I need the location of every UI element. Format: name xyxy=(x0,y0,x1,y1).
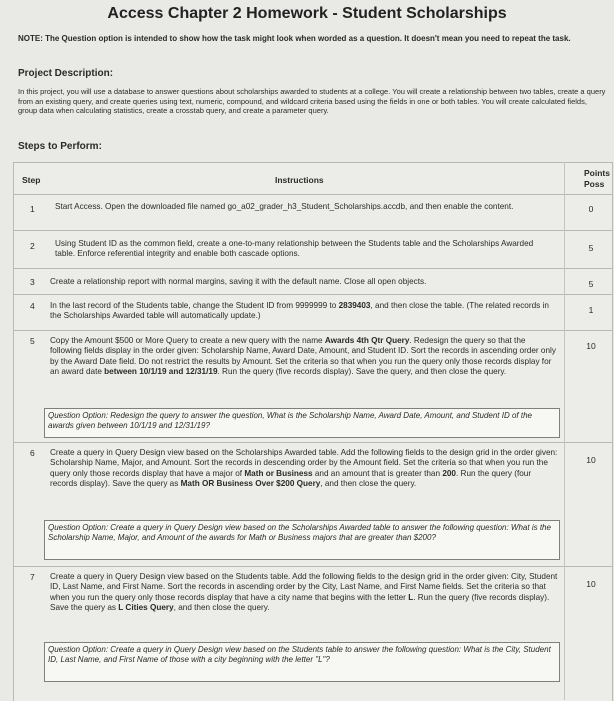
step-instructions: Using Student ID as the common field, create a one-to-many relationship between the Students table and the Scholarships Awarded table. Enforce referential integrity and enable both cascade options. xyxy=(55,239,534,259)
question-option-box: Question Option: Create a query in Query Design view based on the Scholarships Awarded table to answer the following question: What is the Scholarship Name, Major, and Amount of the awards for Math or Business majors that are greater than $200? xyxy=(44,520,560,560)
table-rule xyxy=(13,330,612,331)
step-number: 6 xyxy=(30,448,35,458)
step-instructions: In the last record of the Students table, change the Student ID from 9999999 to 2839403, and then close the table. (The related records in the Scholarships Awarded table will automatically update.) xyxy=(50,301,549,321)
step-number: 7 xyxy=(30,572,35,582)
step-points: 1 xyxy=(588,305,594,315)
table-rule xyxy=(13,268,612,269)
step-points: 0 xyxy=(588,204,594,214)
step-instructions: Create a relationship report with normal margins, saving it with the default name. Close all open objects. xyxy=(50,277,427,286)
step-points: 10 xyxy=(586,455,596,465)
step-points: 5 xyxy=(588,243,594,253)
page-title: Access Chapter 2 Homework - Student Scholarships xyxy=(107,5,507,22)
points-column-divider xyxy=(564,162,565,700)
table-rule xyxy=(13,194,612,195)
step-instructions: Copy the Amount $500 or More Query to create a new query with the name Awards 4th Qtr Query. Redesign the query so that the following fields display in the order given: Scholarship Name, Award Date, Amount, and Student ID. Sort the records in ascending order only by the Award Date field. Do not restrict the results by Amount. Set the criteria so that when you run the query only those records display for an award date between 10/1/19 and 12/31/19. Run the query (five records display). Save the query, and then close the query. xyxy=(50,336,556,377)
step-number: 4 xyxy=(30,301,35,311)
project-heading: Project Description: xyxy=(18,68,114,79)
step-number: 1 xyxy=(30,204,35,214)
table-rule xyxy=(13,566,612,567)
step-instructions: Start Access. Open the downloaded file named go_a02_grader_h3_Student_Scholarships.accdb, and then enable the content. xyxy=(55,202,514,211)
question-option-box: Question Option: Redesign the query to answer the question, What is the Scholarship Name, Award Date, Amount, and Student ID of the awards given between 10/1/19 and 12/31/19? xyxy=(44,408,560,438)
step-points: 5 xyxy=(588,279,594,289)
step-points: 10 xyxy=(586,579,596,589)
note-text: NOTE: The Question option is intended to show how the task might look when worded as a question. It doesn't mean you need to repeat the task. xyxy=(18,34,571,43)
table-rule xyxy=(13,230,612,231)
col-header-instructions: Instructions xyxy=(275,175,324,185)
step-number: 3 xyxy=(30,277,35,287)
question-option-box: Question Option: Create a query in Query Design view based on the Students table to answer the following question: What is the City, Student ID, Last Name, and First Name of those with a city beginning with the letter "L"? xyxy=(44,642,560,682)
steps-heading: Steps to Perform: xyxy=(18,141,102,152)
table-rule xyxy=(13,294,612,295)
col-header-step: Step xyxy=(22,175,41,185)
step-points: 10 xyxy=(586,341,596,351)
project-description: In this project, you will use a database to answer questions about scholarships awarded to students at a college. You will create a relationship between two tables, create a query from an existing query, and create queries using text, numeric, compound, and wildcard criteria based using the fields in one or both tables. You will create calculated fields, group data when calculating statistics, create a crosstab query, and create a parameter query. xyxy=(18,87,606,115)
step-instructions: Create a query in Query Design view based on the Scholarships Awarded table. Add the following fields to the design grid in the order given: Scholarship Name, Major, and Amount. Sort the records in descending order by the Amount field. Set the criteria so that when you run the query only those records display that have a major of Math or Business and an amount that is greater than 200. Run the query (four records display). Save the query as Math OR Business Over $200 Query, and then close the query. xyxy=(50,448,558,489)
step-number: 5 xyxy=(30,336,35,346)
step-number: 2 xyxy=(30,241,35,251)
col-header-poss: Poss xyxy=(584,179,605,189)
col-header-points: Points xyxy=(584,168,610,178)
table-rule xyxy=(13,442,612,443)
step-instructions: Create a query in Query Design view based on the Students table. Add the following fields to the design grid in the order given: City, Student ID, Last Name, and First Name. Sort the records in ascending order by the City, Last Name, and First Name fields. Set the criteria so that when you run the query only those records display that have a city name that begins with the letter L. Run the query (five records display). Save the query as L Cities Query, and then close the query. xyxy=(50,572,558,613)
